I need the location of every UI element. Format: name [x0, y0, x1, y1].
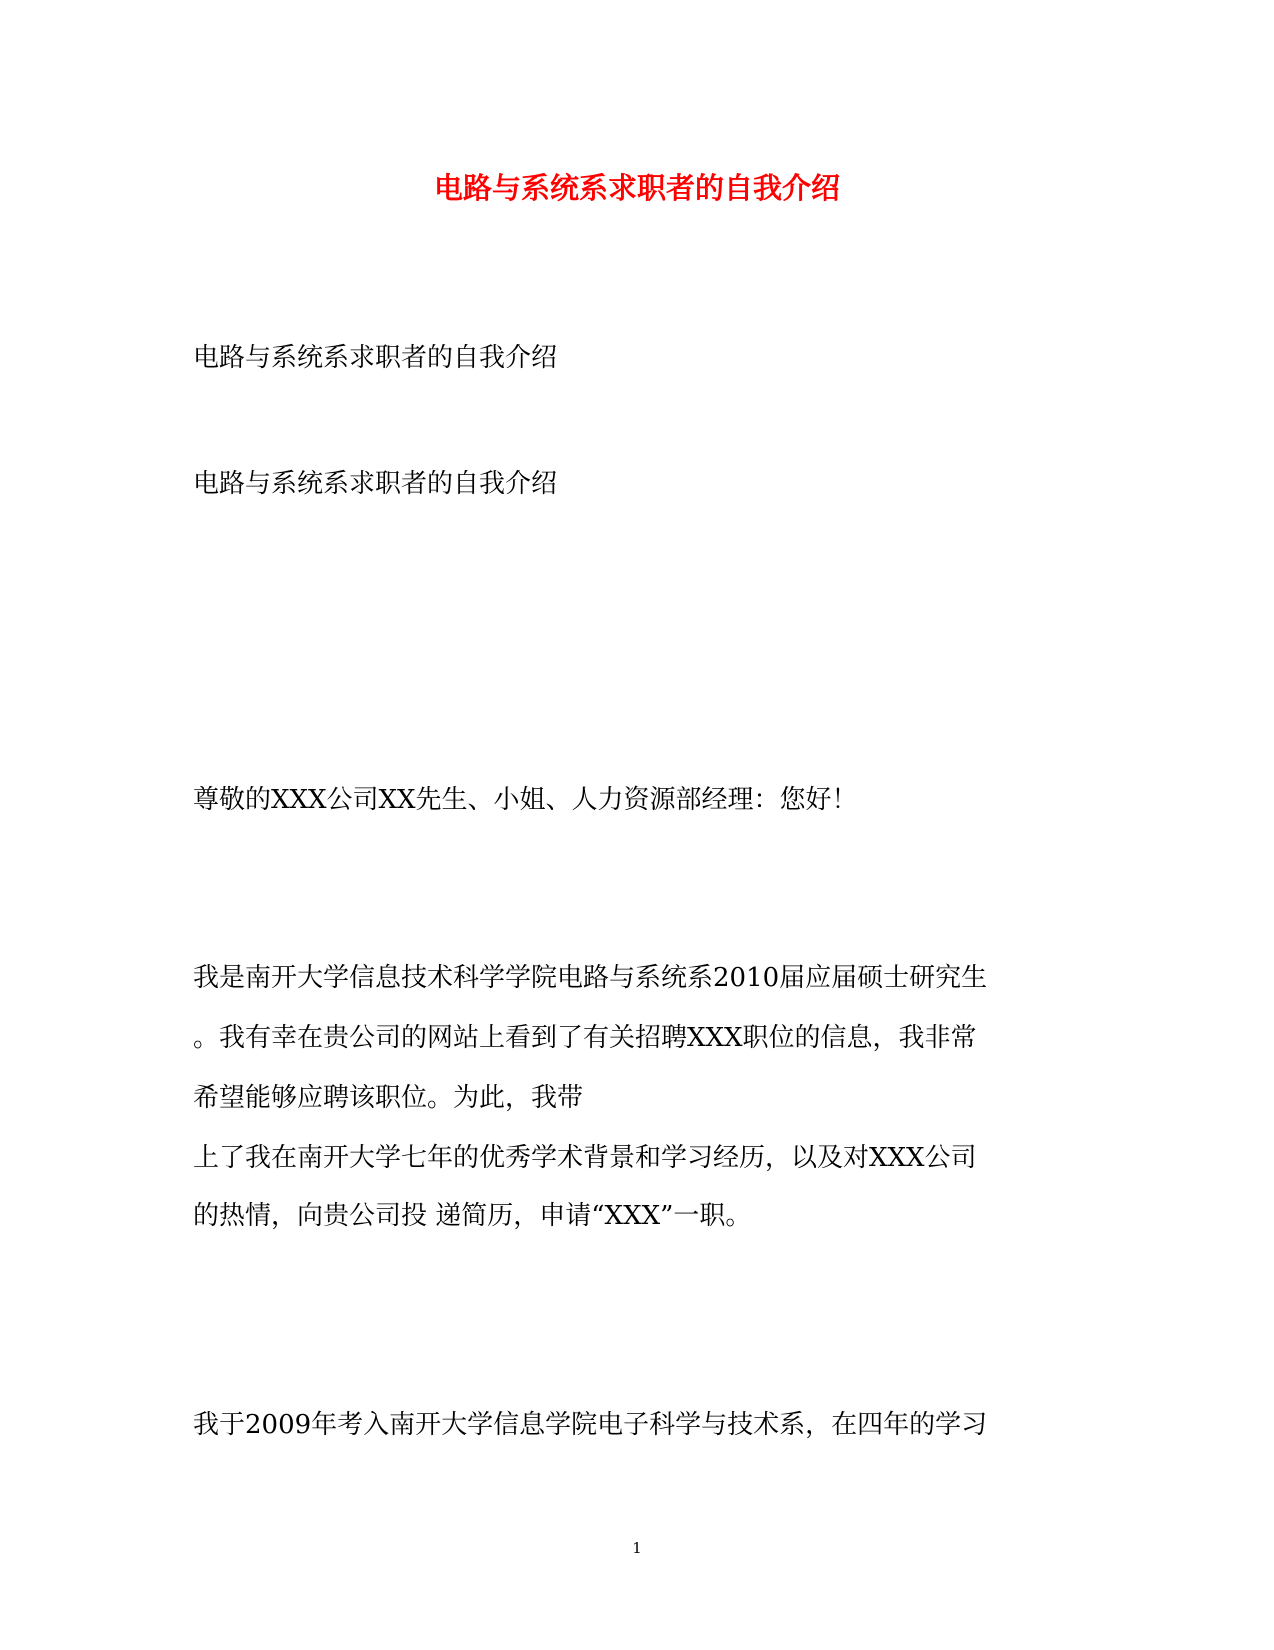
- paragraph-1-line-1: 我是南开大学信息技术科学学院电路与系统系2010届应届硕士研究生: [193, 963, 988, 993]
- paragraph-1-line-4: 上了我在南开大学七年的优秀学术背景和学习经历，以及对XXX公司: [193, 1143, 977, 1173]
- paragraph-2-line-1: 我于2009年考入南开大学信息学院电子科学与技术系，在四年的学习: [193, 1410, 988, 1440]
- subheading-2: 电路与系统系求职者的自我介绍: [193, 469, 558, 499]
- subheading-1: 电路与系统系求职者的自我介绍: [193, 343, 558, 373]
- paragraph-1-line-5: 的热情，向贵公司投 递简历，申请“XXX”一职。: [193, 1201, 752, 1231]
- salutation-line: 尊敬的XXX公司XX先生、小姐、人力资源部经理：您好！: [193, 785, 858, 815]
- paragraph-1-line-2: 。我有幸在贵公司的网站上看到了有关招聘XXX职位的信息，我非常: [193, 1023, 977, 1053]
- paragraph-1-line-3: 希望能够应聘该职位。为此，我带: [193, 1083, 584, 1113]
- page-number: 1: [632, 1539, 642, 1557]
- document-title: 电路与系统系求职者的自我介绍: [433, 171, 840, 205]
